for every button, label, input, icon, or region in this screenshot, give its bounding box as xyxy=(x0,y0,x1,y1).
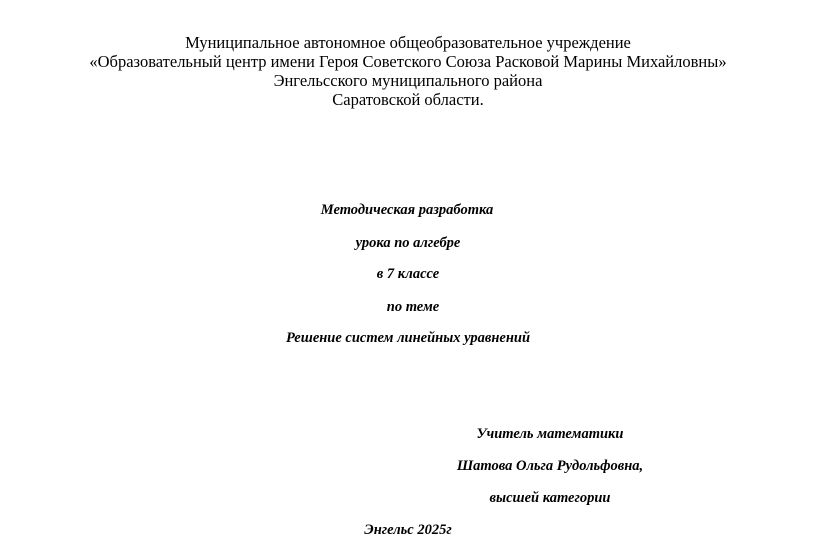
institution-header xyxy=(0,33,816,109)
header-line-1: Муниципальное автономное общеобразовательное учреждение xyxy=(185,33,631,52)
title-line-1: Методическая разработка xyxy=(320,202,494,218)
lesson-topic: Решение систем линейных уравнений xyxy=(285,330,531,346)
header-line-4: Саратовской области. xyxy=(332,90,484,109)
author-name: Шатова Ольга Рудольфовна, xyxy=(456,458,644,474)
city-year: Энгельс 2025г xyxy=(364,522,452,538)
author-position: Учитель математики xyxy=(476,426,624,442)
title-line-2: урока по алгебре xyxy=(355,235,461,251)
title-line-4: по теме xyxy=(386,299,440,315)
header-line-2: «Образовательный центр имени Героя Советского Союза Расковой Марины Михайловны» xyxy=(89,52,727,71)
title-line-3: в 7 классе xyxy=(376,266,440,282)
author-category: высшей категории xyxy=(489,490,611,506)
header-line-3: Энгельсского муниципального района xyxy=(273,71,543,90)
